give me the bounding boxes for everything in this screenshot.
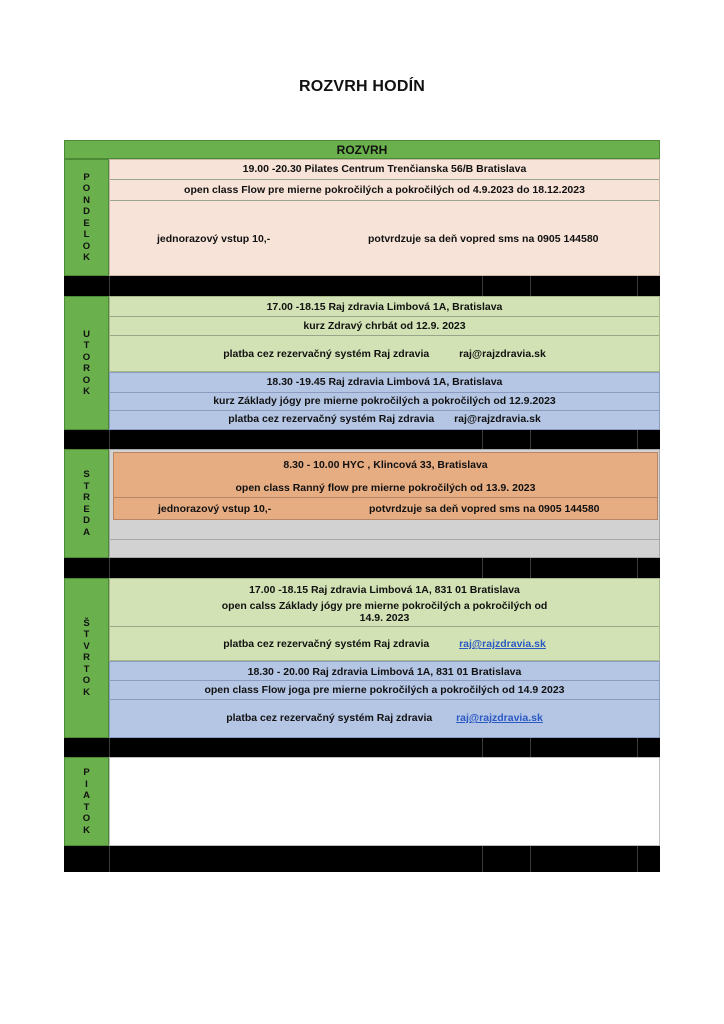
day-label-pondelok — [64, 159, 109, 276]
wednesday-time: 8.30 - 10.00 HYC , Klincová 33, Bratislava — [283, 459, 488, 471]
friday-block — [109, 757, 660, 846]
schedule-table — [64, 140, 660, 872]
day-letter: Š — [83, 617, 90, 629]
day-letter: T — [83, 629, 90, 641]
day-label-streda — [64, 449, 109, 558]
separator-bar — [64, 558, 660, 578]
day-letter: E — [83, 503, 90, 515]
day-letter: N — [83, 194, 90, 206]
day-label-utorok — [64, 296, 109, 430]
day-letter: R — [83, 492, 90, 503]
wednesday-price: jednorazový vstup 10,- — [158, 503, 272, 515]
tuesday-block-a — [109, 296, 660, 372]
monday-time: 19.00 -20.30 Pilates Centrum Trenčianska 56/B Bratislava — [242, 163, 527, 175]
wednesday-confirm: potvrdzuje sa deň vopred sms na 0905 144580 — [369, 503, 600, 515]
day-letter: L — [83, 229, 90, 240]
tuesday-a-class: kurz Zdravý chrbát od 12.9. 2023 — [303, 320, 466, 332]
tuesday-b-pay: platba cez rezervačný systém Raj zdravia — [228, 413, 435, 425]
thursday-b-time: 18.30 - 20.00 Raj zdravia Limbová 1A, 831 01 Bratislava — [247, 666, 522, 678]
separator-bar — [64, 430, 660, 449]
day-letter: E — [83, 217, 90, 229]
day-letter: K — [83, 252, 90, 263]
thursday-a-email-link[interactable]: raj@rajzdravia.sk — [459, 638, 546, 650]
day-letter: S — [83, 469, 90, 480]
page-title: ROZVRH HODÍN — [299, 78, 425, 95]
day-letter: O — [82, 240, 91, 252]
tuesday-a-pay: platba cez rezervačný systém Raj zdravia — [223, 348, 430, 360]
day-letter: R — [83, 652, 90, 664]
day-label-stvrtok — [64, 578, 109, 738]
thursday-block-a — [109, 578, 660, 661]
day-letter: P — [83, 767, 90, 778]
day-letter: O — [82, 813, 91, 824]
tuesday-block-b — [109, 372, 660, 430]
tuesday-b-class: kurz Základy jógy pre mierne pokročilých a pokročilých od 12.9.2023 — [213, 395, 556, 407]
thursday-b-class: open class Flow joga pre mierne pokročilých a pokročilých od 14.9 2023 — [204, 684, 565, 696]
separator-bar — [64, 846, 660, 872]
day-letter: A — [83, 526, 90, 538]
day-letter: V — [83, 640, 90, 652]
tuesday-b-email: raj@rajzdravia.sk — [454, 413, 541, 425]
schedule-header: ROZVRH — [64, 140, 660, 159]
day-letter: O — [82, 183, 91, 194]
tuesday-b-time: 18.30 -19.45 Raj zdravia Limbová 1A, Bratislava — [266, 376, 503, 388]
thursday-a-time: 17.00 -18.15 Raj zdravia Limbová 1A, 831 01 Bratislava — [249, 584, 520, 596]
thursday-b-email-link[interactable]: raj@rajzdravia.sk — [456, 712, 543, 724]
thursday-a-pay: platba cez rezervačný systém Raj zdravia — [223, 638, 430, 650]
day-letter: K — [83, 386, 90, 397]
day-letter: O — [82, 675, 91, 687]
day-letter: T — [83, 340, 90, 351]
day-letter: O — [82, 351, 91, 363]
monday-class: open class Flow pre mierne pokročilých a pokročilých od 4.9.2023 do 18.12.2023 — [184, 184, 585, 196]
monday-block — [109, 159, 660, 276]
day-letter: K — [83, 824, 90, 836]
day-letter: A — [83, 790, 90, 801]
wednesday-class-box — [113, 452, 658, 520]
monday-confirm: potvrdzuje sa deň vopred sms na 0905 144580 — [368, 233, 599, 245]
day-label-piatok — [64, 757, 109, 846]
day-letter: D — [83, 515, 90, 526]
separator-bar — [64, 276, 660, 296]
day-letter: T — [83, 801, 90, 813]
tuesday-a-time: 17.00 -18.15 Raj zdravia Limbová 1A, Bratislava — [266, 301, 503, 313]
day-letter: U — [83, 328, 90, 340]
thursday-block-b — [109, 661, 660, 738]
day-letter: T — [83, 663, 90, 675]
day-letter: K — [83, 686, 90, 698]
thursday-a-class-2: 14.9. 2023 — [359, 612, 410, 624]
day-letter: R — [83, 363, 90, 374]
monday-price: jednorazový vstup 10,- — [157, 233, 271, 245]
day-letter: D — [83, 206, 90, 217]
day-letter: O — [82, 374, 91, 386]
day-letter: T — [83, 480, 90, 492]
day-letter: P — [83, 171, 90, 183]
thursday-a-class-1: open calss Základy jógy pre mierne pokročilých a pokročilých od — [221, 600, 548, 612]
day-letter: I — [85, 778, 88, 790]
thursday-b-pay: platba cez rezervačný systém Raj zdravia — [226, 712, 433, 724]
separator-bar — [64, 738, 660, 757]
wednesday-block — [109, 449, 660, 558]
tuesday-a-email: raj@rajzdravia.sk — [459, 348, 546, 360]
wednesday-class: open class Ranný flow pre mierne pokročilých od 13.9. 2023 — [235, 482, 536, 494]
